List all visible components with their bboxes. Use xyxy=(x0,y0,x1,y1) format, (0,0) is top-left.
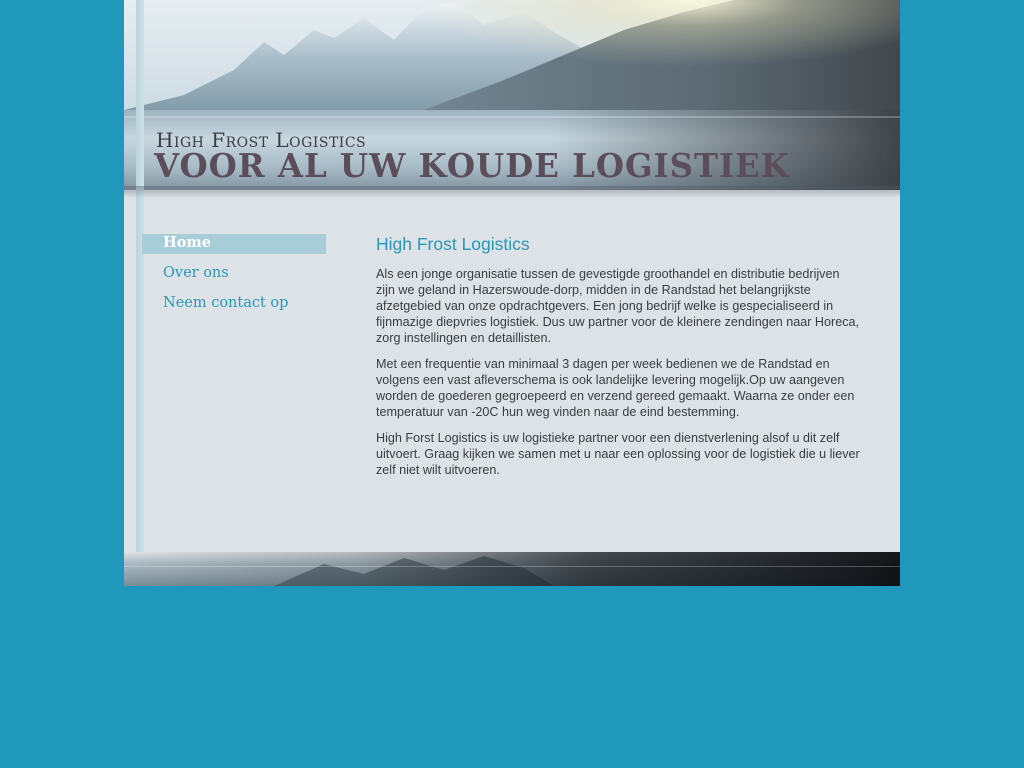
sidebar-nav xyxy=(142,234,326,324)
lake-reflection-footer-image xyxy=(124,552,900,586)
brand-slogan: VOOR AL UW KOUDE LOGISTIEK xyxy=(154,146,790,185)
delivery-paragraph: Met een frequentie van minimaal 3 dagen per week bedienen we de Randstad en volgens een vast afleverschema is ook landelijke levering mogelijk.Op uw aangeven worden de goederen gegroepeerd en verzend gereed gemaakt. Waarna ze onder een temperatuur van -20C hun weg vinden naar de eind bestemming. xyxy=(376,357,855,419)
main-content xyxy=(376,234,860,488)
brand-name: High Frost Logistics xyxy=(156,128,367,152)
header-banner xyxy=(124,0,900,190)
header-shadow xyxy=(124,186,900,198)
partner-paragraph: High Forst Logistics is uw logistieke partner voor een dienstverlening alsof u dit zelf uitvoert. Graag kijken we samen met u naar een oplossing voor de logistiek die u liever zelf niet wilt uitvoeren. xyxy=(376,431,860,477)
page-title: High Frost Logistics xyxy=(376,234,530,254)
nav-item-neem-contact-op[interactable]: Neem contact op xyxy=(163,295,289,311)
nav-item-home[interactable]: Home xyxy=(142,234,326,254)
page-container xyxy=(124,0,900,586)
nav-item-over-ons[interactable]: Over ons xyxy=(163,265,229,281)
intro-paragraph: Als een jonge organisatie tussen de gevestigde groothandel en distributie bedrijven zijn we geland in Hazerswoude-dorp, midden in de Randstad het belangrijkste afzetgebied van onze opdrachtgevers. Een jong bedrijf welke is gespecialiseerd in fijnmazige diepvries logistiek. Dus uw partner voor de kleinere zendingen naar Horeca, zorg instellingen en detaillisten. xyxy=(376,267,860,345)
footer-banner xyxy=(124,552,900,586)
